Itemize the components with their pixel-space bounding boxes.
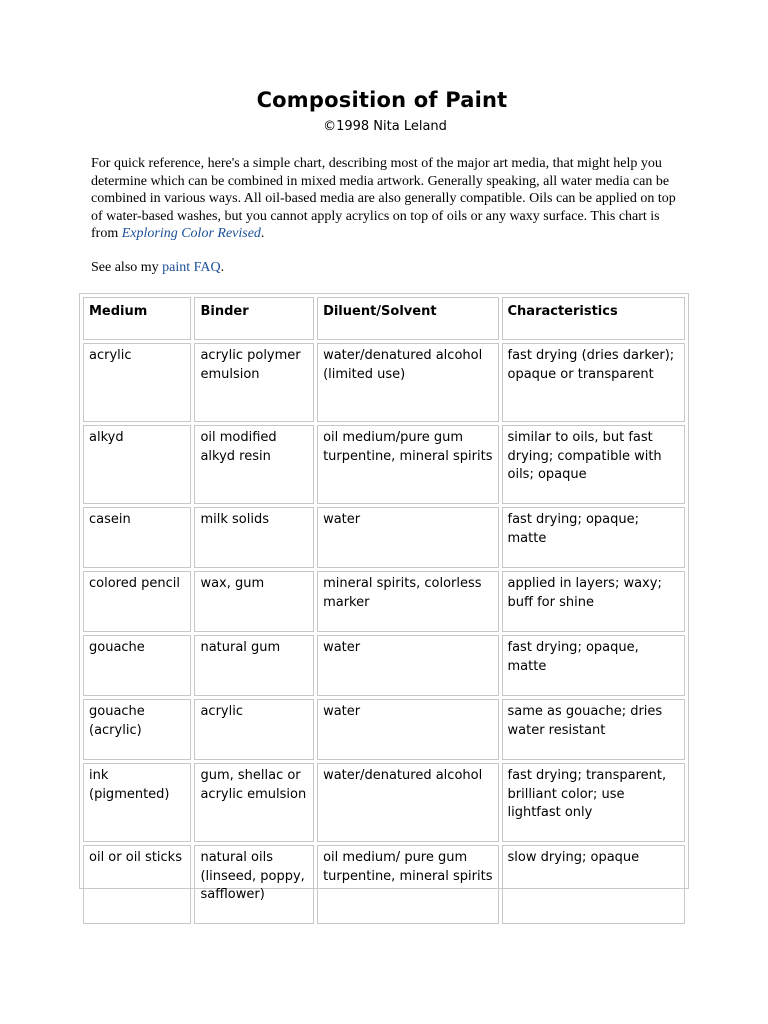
intro-text: For quick reference, here's a simple chart, describing most of the major art media, that might help you determine which can be combined in mixed media artwork. Generally speaking, all water media can be combined in various ways. All oil-based media are also generally compatible. Oils can be applied on top of water-based washes, but you cannot apply acrylics on top of oils or any waxy surface. This chart is from [91,156,676,242]
cell-diluent: oil medium/pure gum turpentine, mineral spirits [317,425,498,504]
cell-characteristics: fast drying; opaque, matte [502,635,686,696]
cell-characteristics: slow drying; opaque [502,845,686,924]
header-diluent-solvent: Diluent/Solvent [317,297,498,340]
cell-diluent: water [317,507,498,568]
header-medium: Medium [83,297,191,340]
table-row [83,763,685,842]
cell-diluent: water [317,699,498,760]
table-row [83,635,685,696]
book-link[interactable]: Exploring Color Revised [121,226,261,242]
cell-medium: casein [83,507,191,568]
cell-medium: acrylic [83,343,191,422]
cell-medium: alkyd [83,425,191,504]
cell-binder: gum, shellac or acrylic emulsion [194,763,314,842]
table-row [83,343,685,422]
page-title: Composition of Paint [256,88,508,112]
intro-paragraph [91,155,676,243]
cell-medium: colored pencil [83,571,191,632]
cell-diluent: water/denatured alcohol [317,763,498,842]
cell-characteristics: applied in layers; waxy; buff for shine [502,571,686,632]
cell-medium: oil or oil sticks [83,845,191,924]
cell-binder: natural oils (linseed, poppy, safflower) [194,845,314,924]
cell-binder: acrylic [194,699,314,760]
cell-medium: ink (pigmented) [83,763,191,842]
table-header-row [83,297,685,340]
cell-characteristics: fast drying (dries darker); opaque or transparent [502,343,686,422]
table-row [83,507,685,568]
see-also-prefix: See also my [91,260,163,275]
cell-diluent: oil medium/ pure gum turpentine, mineral spirits [317,845,498,924]
header-characteristics: Characteristics [502,297,686,340]
cell-characteristics: fast drying; opaque; matte [502,507,686,568]
table-row [83,425,685,504]
cell-binder: oil modified alkyd resin [194,425,314,504]
cell-binder: wax, gum [194,571,314,632]
cell-characteristics: same as gouache; dries water resistant [502,699,686,760]
cell-medium: gouache [83,635,191,696]
header-binder: Binder [194,297,314,340]
table-row [83,845,685,924]
paint-faq-link[interactable]: paint FAQ [162,260,221,275]
cell-characteristics: fast drying; transparent, brilliant color; use lightfast only [502,763,686,842]
table-row [83,571,685,632]
cell-diluent: mineral spirits, colorless marker [317,571,498,632]
cell-medium: gouache (acrylic) [83,699,191,760]
intro-end: . [260,226,265,242]
copyright-line: ©1998 Nita Leland [323,119,447,134]
table-row [83,699,685,760]
cell-binder: milk solids [194,507,314,568]
see-also-end: . [220,260,225,275]
cell-diluent: water/denatured alcohol (limited use) [317,343,498,422]
paint-composition-table [79,293,689,902]
cell-binder: natural gum [194,635,314,696]
see-also-line [91,260,224,276]
cell-characteristics: similar to oils, but fast drying; compatible with oils; opaque [502,425,686,504]
cell-diluent: water [317,635,498,696]
cell-binder: acrylic polymer emulsion [194,343,314,422]
